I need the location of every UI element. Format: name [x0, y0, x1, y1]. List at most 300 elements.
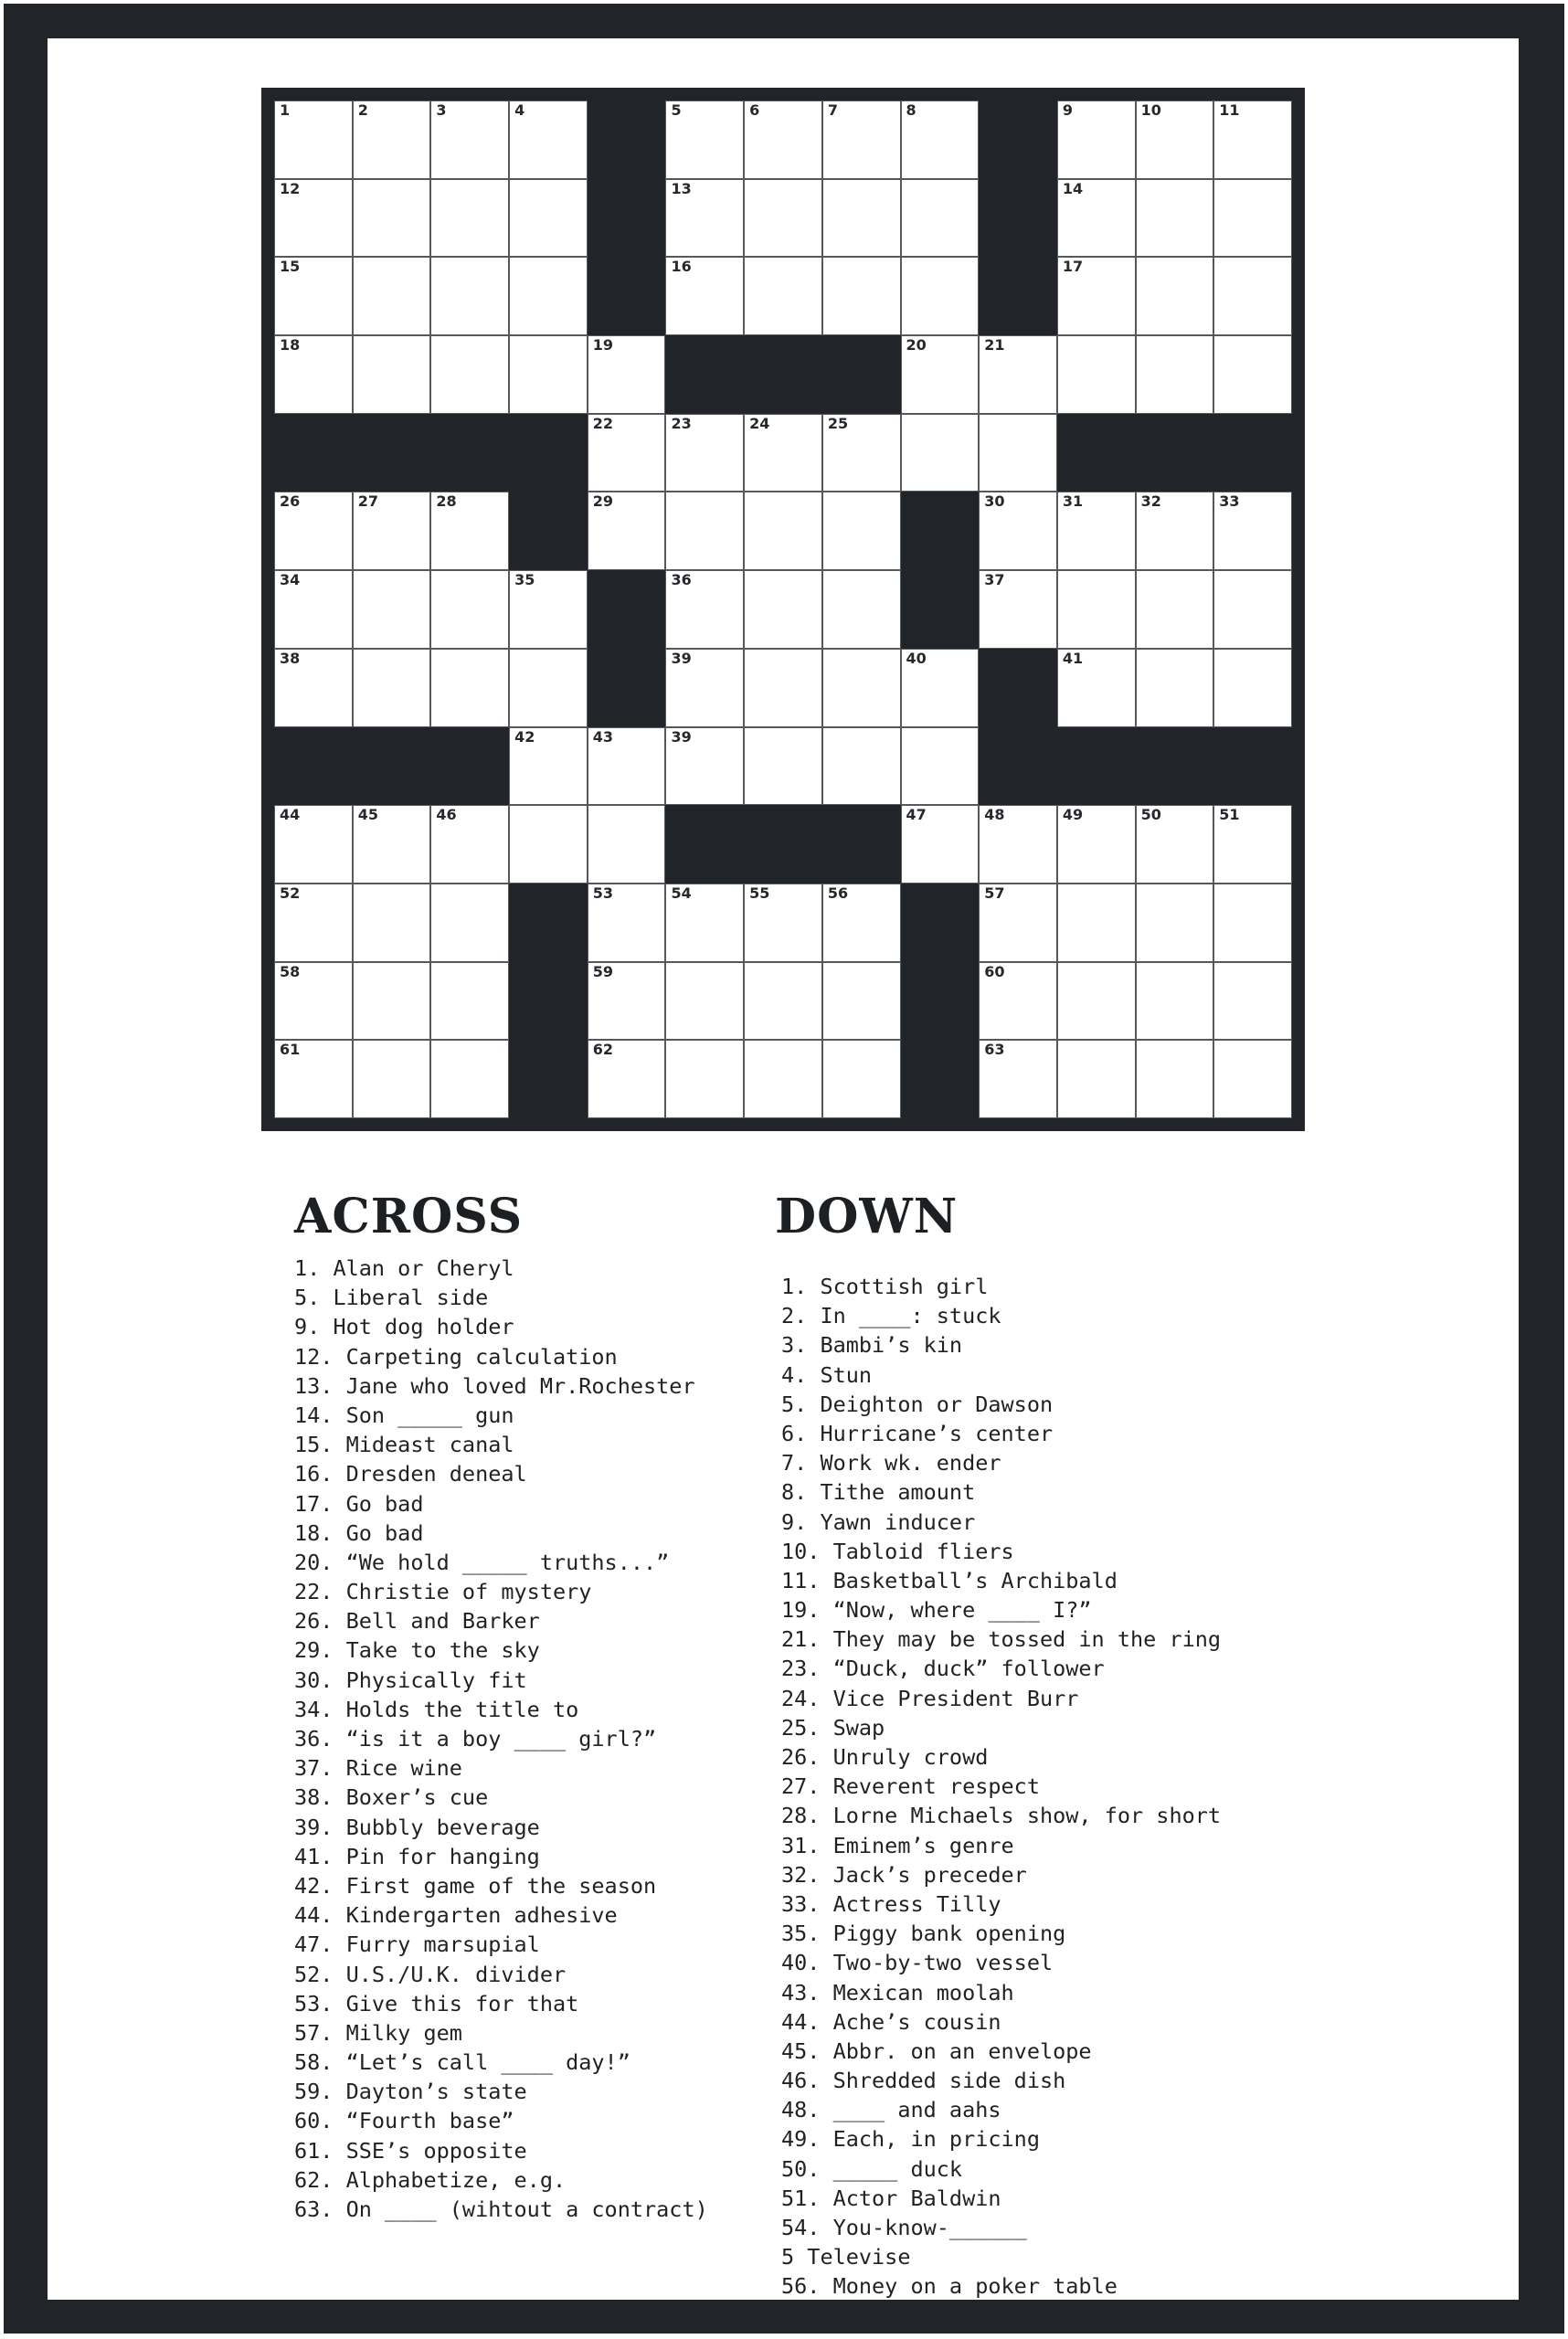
grid-cell-r3c11[interactable]: [1136, 335, 1214, 414]
grid-cell-r9c1[interactable]: [353, 805, 431, 884]
down-clue-48: 48. ____ and aahs: [781, 2097, 1001, 2123]
grid-cell-r1c11[interactable]: [1136, 179, 1214, 258]
grid-cell-r5c9[interactable]: [979, 492, 1057, 570]
grid-cell-r4c1: [353, 414, 431, 492]
grid-cell-r10c1[interactable]: [353, 884, 431, 962]
cell-number: 40: [906, 649, 927, 667]
grid-cell-r4c6[interactable]: [744, 414, 822, 492]
grid-cell-r2c8[interactable]: [901, 257, 980, 335]
across-clue-62: 62. Alphabetize, e.g.: [294, 2166, 567, 2193]
cell-number: 10: [1140, 101, 1161, 119]
cell-number: 4: [514, 101, 525, 119]
grid-cell-r0c9: [979, 101, 1057, 179]
cell-number: 52: [280, 884, 301, 902]
grid-cell-r8c1: [353, 727, 431, 806]
grid-cell-r3c2[interactable]: [430, 335, 509, 414]
grid-cell-r7c8[interactable]: [901, 649, 980, 727]
grid-cell-r12c1[interactable]: [353, 1040, 431, 1118]
grid-cell-r8c2: [430, 727, 509, 806]
grid-cell-r6c11[interactable]: [1136, 570, 1214, 649]
across-clue-34: 34. Holds the title to: [294, 1696, 579, 1722]
across-clue-9: 9. Hot dog holder: [294, 1314, 514, 1340]
cell-number: 12: [280, 179, 301, 197]
across-clue-1: 1. Alan or Cheryl: [294, 1255, 514, 1281]
grid-cell-r7c11[interactable]: [1136, 649, 1214, 727]
across-clue-list: [294, 1254, 708, 2224]
grid-cell-r6c9[interactable]: [979, 570, 1057, 649]
down-clue-9: 9. Yawn inducer: [781, 1508, 976, 1535]
grid-cell-r8c12: [1213, 727, 1292, 806]
grid-cell-r4c4[interactable]: [588, 414, 666, 492]
across-clue-36: 36. “is it a boy ____ girl?”: [294, 1726, 657, 1752]
grid-cell-r7c6[interactable]: [744, 649, 822, 727]
across-clue-14: 14. Son _____ gun: [294, 1402, 514, 1428]
grid-cell-r1c0[interactable]: [274, 179, 353, 258]
cell-number: 55: [749, 884, 770, 902]
cell-number: 49: [1062, 806, 1084, 824]
grid-cell-r9c0[interactable]: [274, 805, 353, 884]
across-clue-61: 61. SSE’s opposite: [294, 2137, 527, 2164]
grid-cell-r5c2[interactable]: [430, 492, 509, 570]
cell-number: 26: [280, 492, 301, 511]
grid-cell-r0c0[interactable]: [274, 101, 353, 179]
down-clue-32: 32. Jack’s preceder: [781, 1861, 1027, 1888]
down-clue-6: 6. Hurricane’s center: [781, 1420, 1054, 1446]
grid-cell-r3c6: [744, 335, 822, 414]
down-clue-5: 5. Deighton or Dawson: [781, 1391, 1054, 1417]
grid-cell-r3c3[interactable]: [509, 335, 588, 414]
grid-cell-r4c0: [274, 414, 353, 492]
grid-cell-r2c4: [588, 257, 666, 335]
grid-cell-r1c9: [979, 179, 1057, 258]
across-clue-29: 29. Take to the sky: [294, 1637, 540, 1664]
grid-cell-r12c2[interactable]: [430, 1040, 509, 1118]
down-clue-24: 24. Vice President Burr: [781, 1685, 1079, 1711]
grid-cell-r5c6[interactable]: [744, 492, 822, 570]
grid-cell-r8c6[interactable]: [744, 727, 822, 806]
down-clue-56: 56. Money on a poker table: [781, 2273, 1118, 2300]
grid-cell-r9c10[interactable]: [1057, 805, 1136, 884]
grid-cell-r3c0[interactable]: [274, 335, 353, 414]
grid-cell-r11c8: [901, 962, 980, 1041]
grid-cell-r6c12[interactable]: [1213, 570, 1292, 649]
grid-cell-r2c12[interactable]: [1213, 257, 1292, 335]
grid-cell-r11c2[interactable]: [430, 962, 509, 1041]
cell-number: 8: [906, 101, 916, 119]
grid-cell-r11c4[interactable]: [588, 962, 666, 1041]
cell-number: 54: [671, 884, 692, 902]
down-clue-11: 11. Basketball’s Archibald: [781, 1567, 1118, 1593]
down-clue-35: 35. Piggy bank opening: [781, 1921, 1066, 1947]
cell-number: 14: [1062, 179, 1084, 197]
across-clue-42: 42. First game of the season: [294, 1872, 657, 1899]
grid-cell-r10c10[interactable]: [1057, 884, 1136, 962]
grid-cell-r0c1[interactable]: [353, 101, 431, 179]
grid-cell-r3c9[interactable]: [979, 335, 1057, 414]
across-clue-12: 12. Carpeting calculation: [294, 1343, 618, 1370]
cell-number: 50: [1140, 806, 1161, 824]
down-clue-19: 19. “Now, where ____ I?”: [781, 1597, 1092, 1624]
cell-number: 31: [1062, 492, 1084, 511]
grid-cell-r11c6[interactable]: [744, 962, 822, 1041]
across-clue-13: 13. Jane who loved Mr.Rochester: [294, 1372, 695, 1399]
cell-number: 13: [671, 179, 692, 197]
grid-cell-r1c7[interactable]: [822, 179, 901, 258]
down-clue-7: 7. Work wk. ender: [781, 1450, 1001, 1476]
across-clue-60: 60. “Fourth base”: [294, 2108, 514, 2134]
grid-cell-r4c3: [509, 414, 588, 492]
grid-cell-r1c5[interactable]: [665, 179, 744, 258]
grid-cell-r1c4: [588, 179, 666, 258]
cell-number: 51: [1219, 806, 1240, 824]
across-clue-63: 63. On ____ (wihtout a contract): [294, 2196, 708, 2222]
grid-cell-r2c6[interactable]: [744, 257, 822, 335]
grid-cell-r10c0[interactable]: [274, 884, 353, 962]
cell-number: 63: [984, 1041, 1005, 1059]
grid-cell-r7c5[interactable]: [665, 649, 744, 727]
grid-cell-r12c12[interactable]: [1213, 1040, 1292, 1118]
grid-cell-r10c9[interactable]: [979, 884, 1057, 962]
grid-cell-r6c7[interactable]: [822, 570, 901, 649]
across-clue-20: 20. “We hold _____ truths...”: [294, 1549, 670, 1575]
grid-cell-r9c11[interactable]: [1136, 805, 1214, 884]
grid-cell-r10c4[interactable]: [588, 884, 666, 962]
down-clue-1: 1. Scottish girl: [781, 1274, 989, 1299]
grid-cell-r2c7[interactable]: [822, 257, 901, 335]
grid-cell-r3c7: [822, 335, 901, 414]
grid-cell-r3c10[interactable]: [1057, 335, 1136, 414]
cell-number: 5: [671, 101, 682, 119]
cell-number: 57: [984, 884, 1005, 902]
grid-cell-r2c9: [979, 257, 1057, 335]
down-clue-54: 54. You-know-______: [781, 2215, 1027, 2240]
down-clue-33: 33. Actress Tilly: [781, 1890, 1001, 1917]
grid-cell-r10c7[interactable]: [822, 884, 901, 962]
grid-cell-r11c10[interactable]: [1057, 962, 1136, 1041]
grid-cell-r10c8: [901, 884, 980, 962]
down-clue-26: 26. Unruly crowd: [781, 1744, 989, 1770]
cell-number: 9: [1062, 101, 1074, 119]
grid-cell-r5c0[interactable]: [274, 492, 353, 570]
grid-cell-r6c3[interactable]: [509, 570, 588, 649]
across-clue-39: 39. Bubbly beverage: [294, 1814, 540, 1840]
grid-cell-r1c8[interactable]: [901, 179, 980, 258]
grid-cell-r9c3[interactable]: [509, 805, 588, 884]
down-clue-31: 31. Eminem’s genre: [781, 1832, 1014, 1858]
down-clue-21: 21. They may be tossed in the ring: [781, 1626, 1222, 1653]
grid-cell-r7c0[interactable]: [274, 649, 353, 727]
grid-cell-r3c12[interactable]: [1213, 335, 1292, 414]
cell-number: 18: [280, 336, 301, 355]
grid-cell-r7c12[interactable]: [1213, 649, 1292, 727]
grid-cell-r8c0: [274, 727, 353, 806]
cell-number: 7: [827, 101, 838, 119]
down-clue-44: 44. Ache’s cousin: [781, 2008, 1001, 2035]
grid-cell-r0c10[interactable]: [1057, 101, 1136, 179]
grid-cell-r9c9[interactable]: [979, 805, 1057, 884]
down-clue-40: 40. Two-by-two vessel: [781, 1950, 1054, 1976]
grid-cell-r10c5[interactable]: [665, 884, 744, 962]
down-clue-list: [781, 1272, 1221, 2302]
grid-cell-r6c4: [588, 570, 666, 649]
grid-cell-r1c6[interactable]: [744, 179, 822, 258]
across-clue-38: 38. Boxer’s cue: [294, 1784, 489, 1811]
grid-cell-r0c7[interactable]: [822, 101, 901, 179]
cell-number: 15: [280, 258, 301, 276]
down-clue-51: 51. Actor Baldwin: [781, 2185, 1001, 2211]
crossword-grid-border: [261, 88, 1305, 1131]
grid-cell-r7c10[interactable]: [1057, 649, 1136, 727]
cell-number: 41: [1062, 649, 1084, 667]
grid-cell-r8c4[interactable]: [588, 727, 666, 806]
grid-cell-r9c8[interactable]: [901, 805, 980, 884]
down-clue-27: 27. Reverent respect: [781, 1773, 1040, 1800]
cell-number: 25: [827, 414, 849, 432]
grid-cell-r7c7[interactable]: [822, 649, 901, 727]
cell-number: 36: [671, 571, 692, 589]
grid-cell-r12c11[interactable]: [1136, 1040, 1214, 1118]
cell-number: 28: [436, 492, 457, 511]
down-clue-25: 25. Swap: [781, 1714, 885, 1741]
grid-cell-r11c11[interactable]: [1136, 962, 1214, 1041]
grid-cell-r12c7[interactable]: [822, 1040, 901, 1118]
grid-cell-r0c11[interactable]: [1136, 101, 1214, 179]
grid-cell-r3c5: [665, 335, 744, 414]
grid-cell-r9c7: [822, 805, 901, 884]
cell-number: 33: [1219, 492, 1240, 511]
grid-cell-r10c12[interactable]: [1213, 884, 1292, 962]
cell-number: 38: [280, 649, 301, 667]
down-clue-3: 3. Bambi’s kin: [781, 1332, 963, 1359]
grid-cell-r0c5[interactable]: [665, 101, 744, 179]
down-clue-45: 45. Abbr. on an envelope: [781, 2037, 1092, 2064]
grid-cell-r4c8[interactable]: [901, 414, 980, 492]
grid-cell-r8c8[interactable]: [901, 727, 980, 806]
grid-cell-r2c2[interactable]: [430, 257, 509, 335]
grid-cell-r5c1[interactable]: [353, 492, 431, 570]
grid-cell-r11c0[interactable]: [274, 962, 353, 1041]
across-clue-5: 5. Liberal side: [294, 1285, 489, 1311]
cell-number: 62: [592, 1041, 614, 1059]
across-clue-37: 37. Rice wine: [294, 1755, 462, 1782]
grid-cell-r7c4: [588, 649, 666, 727]
cell-number: 43: [592, 727, 614, 746]
cell-number: 48: [984, 806, 1005, 824]
grid-cell-r6c6[interactable]: [744, 570, 822, 649]
grid-cell-r0c6[interactable]: [744, 101, 822, 179]
grid-cell-r7c3[interactable]: [509, 649, 588, 727]
cell-number: 56: [827, 884, 849, 902]
grid-cell-r12c3: [509, 1040, 588, 1118]
cell-number: 22: [592, 414, 614, 432]
grid-cell-r6c0[interactable]: [274, 570, 353, 649]
grid-cell-r5c12[interactable]: [1213, 492, 1292, 570]
cell-number: 59: [592, 962, 614, 980]
cell-number: 20: [906, 336, 927, 355]
grid-cell-r8c9: [979, 727, 1057, 806]
grid-cell-r6c10[interactable]: [1057, 570, 1136, 649]
across-clue-47: 47. Furry marsupial: [294, 1932, 540, 1958]
cell-number: 23: [671, 414, 692, 432]
grid-cell-r11c3: [509, 962, 588, 1041]
cell-number: 47: [906, 806, 927, 824]
grid-cell-r0c12[interactable]: [1213, 101, 1292, 179]
grid-cell-r8c5[interactable]: [665, 727, 744, 806]
grid-cell-r4c12: [1213, 414, 1292, 492]
grid-cell-r2c1[interactable]: [353, 257, 431, 335]
grid-cell-r8c10: [1057, 727, 1136, 806]
cell-number: 30: [984, 492, 1005, 511]
cell-number: 21: [984, 336, 1005, 355]
grid-cell-r6c1[interactable]: [353, 570, 431, 649]
cell-number: 44: [280, 806, 301, 824]
grid-cell-r10c11[interactable]: [1136, 884, 1214, 962]
cell-number: 35: [514, 571, 535, 589]
cell-number: 3: [436, 101, 447, 119]
cell-number: 37: [984, 571, 1005, 589]
cell-number: 27: [357, 492, 378, 511]
grid-cell-r2c11[interactable]: [1136, 257, 1214, 335]
grid-cell-r12c10[interactable]: [1057, 1040, 1136, 1118]
grid-cell-r2c3[interactable]: [509, 257, 588, 335]
grid-cell-r3c1[interactable]: [353, 335, 431, 414]
down-clue-49: 49. Each, in pricing: [781, 2126, 1040, 2153]
cell-number: 45: [357, 806, 378, 824]
grid-cell-r9c12[interactable]: [1213, 805, 1292, 884]
across-clue-17: 17. Go bad: [294, 1490, 424, 1517]
grid-cell-r4c11: [1136, 414, 1214, 492]
grid-cell-r5c7[interactable]: [822, 492, 901, 570]
cell-number: 42: [514, 727, 535, 746]
across-clue-22: 22. Christie of mystery: [294, 1579, 592, 1605]
cell-number: 2: [357, 101, 368, 119]
grid-cell-r7c2[interactable]: [430, 649, 509, 727]
across-clue-41: 41. Pin for hanging: [294, 1843, 540, 1869]
grid-cell-r12c0[interactable]: [274, 1040, 353, 1118]
cell-number: 53: [592, 884, 614, 902]
grid-cell-r6c8: [901, 570, 980, 649]
across-clue-30: 30. Physically fit: [294, 1667, 527, 1693]
grid-cell-r1c2[interactable]: [430, 179, 509, 258]
grid-cell-r10c3: [509, 884, 588, 962]
cell-number: 39: [671, 727, 692, 746]
cell-number: 29: [592, 492, 614, 511]
down-clue-8: 8. Tithe amount: [781, 1479, 976, 1506]
down-clue-28: 28. Lorne Michaels show, for short: [781, 1803, 1222, 1829]
cell-number: 1: [280, 101, 291, 119]
grid-cell-r4c9[interactable]: [979, 414, 1057, 492]
grid-cell-r7c9: [979, 649, 1057, 727]
grid-cell-r12c8: [901, 1040, 980, 1118]
grid-cell-r3c4[interactable]: [588, 335, 666, 414]
grid-cell-r8c11: [1136, 727, 1214, 806]
across-clue-44: 44. Kindergarten adhesive: [294, 1902, 618, 1929]
grid-cell-r2c10[interactable]: [1057, 257, 1136, 335]
grid-cell-r9c2[interactable]: [430, 805, 509, 884]
grid-cell-r5c8: [901, 492, 980, 570]
grid-cell-r12c4[interactable]: [588, 1040, 666, 1118]
cell-number: 24: [749, 414, 770, 432]
grid-cell-r4c7[interactable]: [822, 414, 901, 492]
grid-cell-r1c10[interactable]: [1057, 179, 1136, 258]
down-clue-23: 23. “Duck, duck” follower: [781, 1656, 1105, 1682]
down-header: DOWN: [775, 1189, 959, 1244]
grid-cell-r11c5[interactable]: [665, 962, 744, 1041]
cell-number: 6: [749, 101, 760, 119]
grid-cell-r6c5[interactable]: [665, 570, 744, 649]
grid-cell-r3c8[interactable]: [901, 335, 980, 414]
down-clue-5: 5 Televise: [781, 2244, 911, 2270]
grid-cell-r11c12[interactable]: [1213, 962, 1292, 1041]
grid-cell-r11c7[interactable]: [822, 962, 901, 1041]
grid-cell-r0c3[interactable]: [509, 101, 588, 179]
grid-cell-r12c6[interactable]: [744, 1040, 822, 1118]
cell-number: 19: [592, 336, 614, 355]
grid-cell-r11c1[interactable]: [353, 962, 431, 1041]
across-clue-52: 52. U.S./U.K. divider: [294, 1961, 567, 1987]
grid-cell-r5c11[interactable]: [1136, 492, 1214, 570]
grid-cell-r5c3: [509, 492, 588, 570]
grid-cell-r1c3[interactable]: [509, 179, 588, 258]
down-clue-2: 2. In ____: stuck: [781, 1303, 1001, 1329]
crossword-grid: [274, 101, 1292, 1118]
grid-cell-r8c3[interactable]: [509, 727, 588, 806]
grid-cell-r9c4[interactable]: [588, 805, 666, 884]
grid-cell-r10c2[interactable]: [430, 884, 509, 962]
cell-number: 16: [671, 258, 692, 276]
down-clue-10: 10. Tabloid fliers: [781, 1538, 1014, 1564]
grid-cell-r5c4[interactable]: [588, 492, 666, 570]
across-header: ACROSS: [294, 1189, 524, 1244]
grid-cell-r6c2[interactable]: [430, 570, 509, 649]
grid-cell-r1c1[interactable]: [353, 179, 431, 258]
across-clue-59: 59. Dayton’s state: [294, 2079, 527, 2105]
grid-cell-r0c2[interactable]: [430, 101, 509, 179]
grid-cell-r1c12[interactable]: [1213, 179, 1292, 258]
grid-cell-r4c10: [1057, 414, 1136, 492]
cell-number: 46: [436, 806, 457, 824]
grid-cell-r12c5[interactable]: [665, 1040, 744, 1118]
cell-number: 17: [1062, 258, 1084, 276]
grid-cell-r2c5[interactable]: [665, 257, 744, 335]
across-clue-18: 18. Go bad: [294, 1519, 424, 1546]
across-clue-57: 57. Milky gem: [294, 2019, 462, 2046]
across-clue-15: 15. Mideast canal: [294, 1432, 514, 1458]
grid-cell-r4c5[interactable]: [665, 414, 744, 492]
across-clue-26: 26. Bell and Barker: [294, 1608, 540, 1635]
grid-cell-r9c6: [744, 805, 822, 884]
grid-cell-r4c2: [430, 414, 509, 492]
grid-cell-r12c9[interactable]: [979, 1040, 1057, 1118]
grid-cell-r11c9[interactable]: [979, 962, 1057, 1041]
down-clue-50: 50. _____ duck: [781, 2155, 963, 2182]
cell-number: 61: [280, 1041, 301, 1059]
cell-number: 60: [984, 962, 1005, 980]
down-clue-46: 46. Shredded side dish: [781, 2068, 1066, 2094]
across-clue-58: 58. “Let’s call ____ day!”: [294, 2049, 630, 2076]
cell-number: 58: [280, 962, 301, 980]
cell-number: 39: [671, 649, 692, 667]
grid-cell-r0c8[interactable]: [901, 101, 980, 179]
grid-cell-r10c6[interactable]: [744, 884, 822, 962]
grid-cell-r5c5[interactable]: [665, 492, 744, 570]
grid-cell-r8c7[interactable]: [822, 727, 901, 806]
cell-number: 11: [1219, 101, 1240, 119]
grid-cell-r2c0[interactable]: [274, 257, 353, 335]
cell-number: 34: [280, 571, 301, 589]
grid-cell-r5c10[interactable]: [1057, 492, 1136, 570]
grid-cell-r7c1[interactable]: [353, 649, 431, 727]
